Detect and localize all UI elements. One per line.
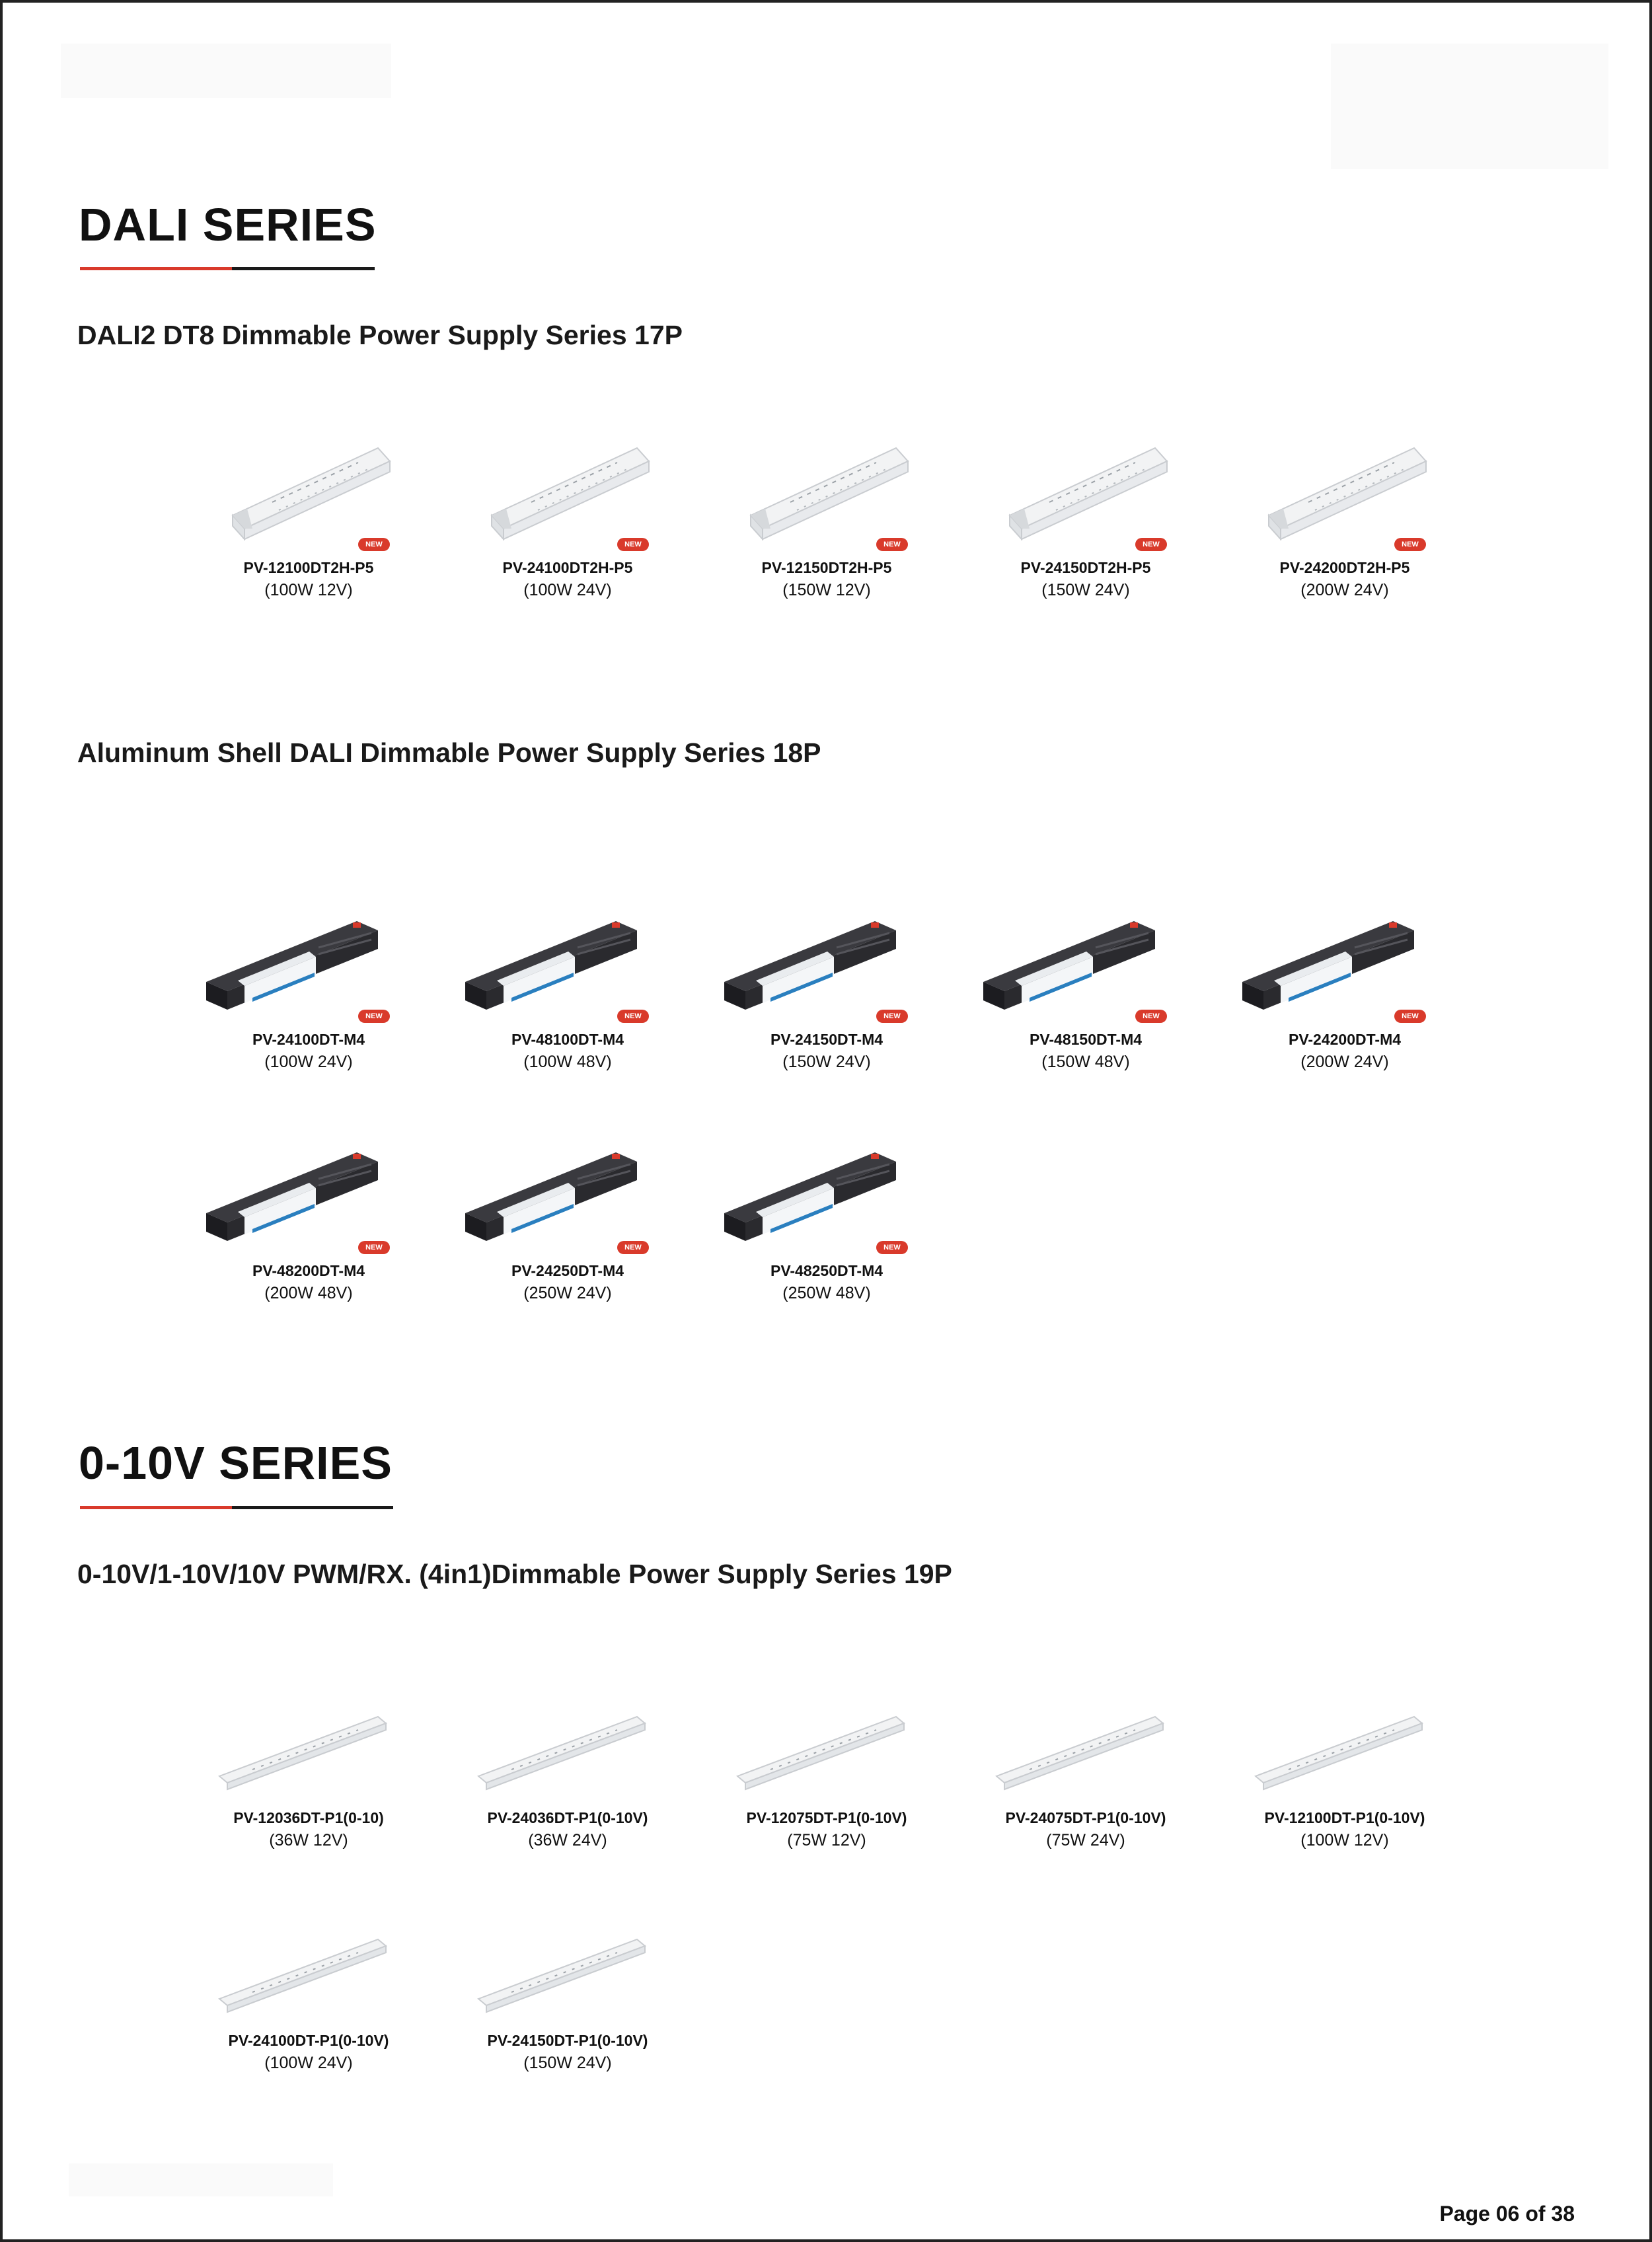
product-spec: (250W 48V): [782, 1284, 871, 1302]
rule-line: [232, 267, 375, 270]
rule-line: [232, 1506, 393, 1509]
product-card: [957, 1686, 1215, 1865]
product-card: [698, 436, 956, 615]
product-model: PV-48100DT-M4: [511, 1031, 624, 1048]
product-image: [180, 436, 437, 568]
new-badge: NEW: [617, 1010, 649, 1023]
product-model: PV-24036DT-P1(0-10V): [487, 1809, 648, 1826]
product-model: PV-12100DT2H-P5: [243, 559, 374, 576]
product-spec: (75W 12V): [787, 1831, 866, 1850]
product-card: [439, 1686, 696, 1865]
product-image: [698, 908, 956, 1040]
product-card: [957, 436, 1215, 615]
product-card: [698, 1686, 956, 1865]
product-model: PV-24200DT2H-P5: [1279, 559, 1410, 576]
product-image: [180, 1139, 437, 1271]
new-badge: NEW: [1135, 1010, 1167, 1023]
product-card: [1216, 908, 1474, 1086]
product-card: [698, 1139, 956, 1318]
product-spec: (150W 12V): [782, 581, 871, 599]
product-model: PV-24100DT-P1(0-10V): [228, 2032, 389, 2049]
product-image: [1216, 908, 1474, 1040]
v010-section-rule: [80, 1506, 393, 1509]
new-badge: NEW: [876, 1010, 908, 1023]
product-image: [439, 1139, 696, 1271]
header-blank-right: [1331, 44, 1608, 169]
dt8-series-title: DALI2 DT8 Dimmable Power Supply Series 17P: [77, 320, 683, 350]
product-card: [180, 1909, 437, 2087]
product-spec: (200W 24V): [1300, 1053, 1389, 1071]
product-spec: (150W 24V): [782, 1053, 871, 1071]
product-image: [698, 1139, 956, 1271]
product-spec: (150W 24V): [523, 2054, 612, 2072]
product-model: PV-24200DT-M4: [1288, 1031, 1402, 1048]
product-image: [698, 436, 956, 568]
dali-section-title: DALI SERIES: [79, 199, 377, 250]
product-spec: (100W 24V): [264, 2054, 353, 2072]
product-model: PV-12150DT2H-P5: [761, 559, 892, 576]
product-image: [180, 1686, 437, 1818]
product-card: [180, 436, 437, 615]
product-card: [180, 1686, 437, 1865]
product-spec: (100W 12V): [264, 581, 353, 599]
product-model: PV-24150DT-M4: [770, 1031, 883, 1048]
new-badge: NEW: [876, 1241, 908, 1254]
new-badge: NEW: [876, 538, 908, 551]
product-model: PV-12075DT-P1(0-10V): [746, 1809, 907, 1826]
product-spec: (100W 24V): [264, 1053, 353, 1071]
page-number: Page 06 of 38: [1439, 2202, 1575, 2225]
new-badge: NEW: [617, 1241, 649, 1254]
new-badge: NEW: [358, 1241, 390, 1254]
footer-blank-left: [69, 2163, 333, 2196]
product-spec: (200W 24V): [1300, 581, 1389, 599]
product-model: PV-12036DT-P1(0-10): [233, 1809, 384, 1826]
product-spec: (150W 24V): [1041, 581, 1130, 599]
new-badge: NEW: [1135, 538, 1167, 551]
product-model: PV-24150DT2H-P5: [1020, 559, 1151, 576]
product-card: [439, 1909, 696, 2087]
new-badge: NEW: [1394, 1010, 1426, 1023]
product-card: [1216, 1686, 1474, 1865]
product-card: [957, 908, 1215, 1086]
product-card: [439, 436, 696, 615]
product-spec: (36W 24V): [528, 1831, 607, 1850]
new-badge: NEW: [617, 538, 649, 551]
product-card: [698, 908, 956, 1086]
product-spec: (100W 24V): [523, 581, 612, 599]
new-badge: NEW: [358, 1010, 390, 1023]
product-image: [439, 1686, 696, 1818]
new-badge: NEW: [1394, 538, 1426, 551]
rule-accent: [80, 1506, 232, 1509]
dali-section-rule: [80, 267, 375, 270]
product-model: PV-12100DT-P1(0-10V): [1264, 1809, 1425, 1826]
product-image: [957, 908, 1215, 1040]
product-model: PV-48200DT-M4: [252, 1262, 365, 1279]
product-model: PV-24150DT-P1(0-10V): [487, 2032, 648, 2049]
product-spec: (75W 24V): [1046, 1831, 1125, 1850]
product-image: [957, 436, 1215, 568]
product-card: [439, 908, 696, 1086]
product-image: [957, 1686, 1215, 1818]
four-in-one-series-title: 0-10V/1-10V/10V PWM/RX. (4in1)Dimmable Power Supply Series 19P: [77, 1559, 952, 1589]
header-blank-left: [61, 44, 391, 98]
product-model: PV-24250DT-M4: [511, 1262, 624, 1279]
aluminum-series-title: Aluminum Shell DALI Dimmable Power Supply Series 18P: [77, 737, 821, 768]
product-model: PV-24100DT2H-P5: [502, 559, 633, 576]
product-image: [439, 1909, 696, 2041]
rule-accent: [80, 267, 232, 270]
product-image: [180, 1909, 437, 2041]
product-image: [439, 436, 696, 568]
product-spec: (250W 24V): [523, 1284, 612, 1302]
product-spec: (100W 48V): [523, 1053, 612, 1071]
product-model: PV-24100DT-M4: [252, 1031, 365, 1048]
product-image: [698, 1686, 956, 1818]
product-image: [1216, 1686, 1474, 1818]
product-image: [439, 908, 696, 1040]
product-spec: (150W 48V): [1041, 1053, 1130, 1071]
product-card: [180, 1139, 437, 1318]
product-image: [180, 908, 437, 1040]
v010-section-title: 0-10V SERIES: [79, 1437, 393, 1489]
product-spec: (200W 48V): [264, 1284, 353, 1302]
product-spec: (36W 12V): [269, 1831, 348, 1850]
product-card: [180, 908, 437, 1086]
product-image: [1216, 436, 1474, 568]
product-model: PV-24075DT-P1(0-10V): [1005, 1809, 1166, 1826]
product-spec: (100W 12V): [1300, 1831, 1389, 1850]
new-badge: NEW: [358, 538, 390, 551]
product-model: PV-48150DT-M4: [1029, 1031, 1143, 1048]
product-model: PV-48250DT-M4: [770, 1262, 883, 1279]
product-card: [1216, 436, 1474, 615]
product-card: [439, 1139, 696, 1318]
